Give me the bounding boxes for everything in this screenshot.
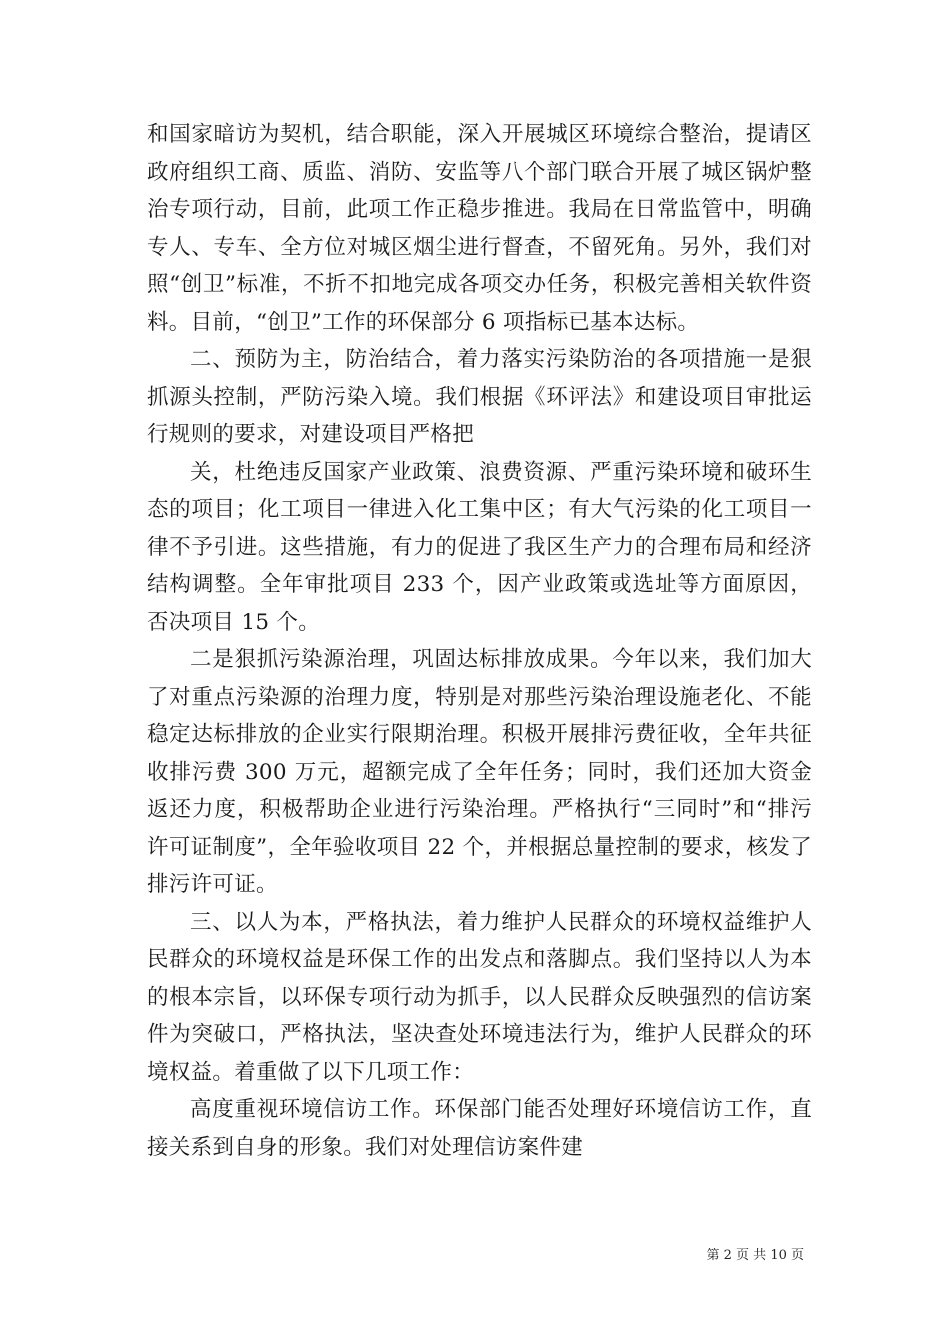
- paragraph-project-approval: 关，杜绝违反国家产业政策、浪费资源、严重污染环境和破环生态的项目；化工项目一律进入化工集中区；有大气污染的化工项目一律不予引进。这些措施，有力的促进了我区生产力的合理布局和经济结构调整。全年审批项目 233 个，因产业政策或选址等方面原因，否决项目 15 个。: [147, 459, 812, 635]
- paragraph-section-three: 三、以人为本，严格执法，着力维护人民群众的环境权益维护人民群众的环境权益是环保工作的出发点和落脚点。我们坚持以人为本的根本宗旨，以环保专项行动为抓手，以人民群众反映强烈的信访案件为突破口，严格执法，坚决查处环境违法行为，维护人民群众的环境权益。着重做了以下几项工作：: [147, 909, 812, 1085]
- paragraph-section-two: 二、预防为主，防治结合，着力落实污染防治的各项措施一是狠抓源头控制，严防污染入境。我们根据《环评法》和建设项目审批运行规则的要求，对建设项目严格把: [147, 347, 812, 447]
- paragraph-continuation: 和国家暗访为契机，结合职能，深入开展城区环境综合整治，提请区政府组织工商、质监、消防、安监等八个部门联合开展了城区锅炉整治专项行动，目前，此项工作正稳步推进。我局在日常监管中，明确专人、专车、全方位对城区烟尘进行督查，不留死角。另外，我们对照“创卫”标准，不折不扣地完成各项交办任务，积极完善相关软件资料。目前，“创卫”工作的环保部分 6 项指标已基本达标。: [147, 122, 812, 335]
- page-number: 第 2 页 共 10 页: [706, 1248, 804, 1263]
- paragraph-pollution-control: 二是狠抓污染源治理，巩固达标排放成果。今年以来，我们加大了对重点污染源的治理力度，特别是对那些污染治理设施老化、不能稳定达标排放的企业实行限期治理。积极开展排污费征收，全年共征收排污费 300 万元，超额完成了全年任务；同时，我们还加大资金返还力度，积极帮助企业进行污染治理。严格执行“三同时”和“排污许可证制度”，全年验收项目 22 个，并根据总量控制的要求，核发了排污许可证。: [147, 647, 812, 897]
- paragraph-petition-work: 高度重视环境信访工作。环保部门能否处理好环境信访工作，直接关系到自身的形象。我们对处理信访案件建: [147, 1097, 812, 1160]
- document-body: [147, 116, 812, 1166]
